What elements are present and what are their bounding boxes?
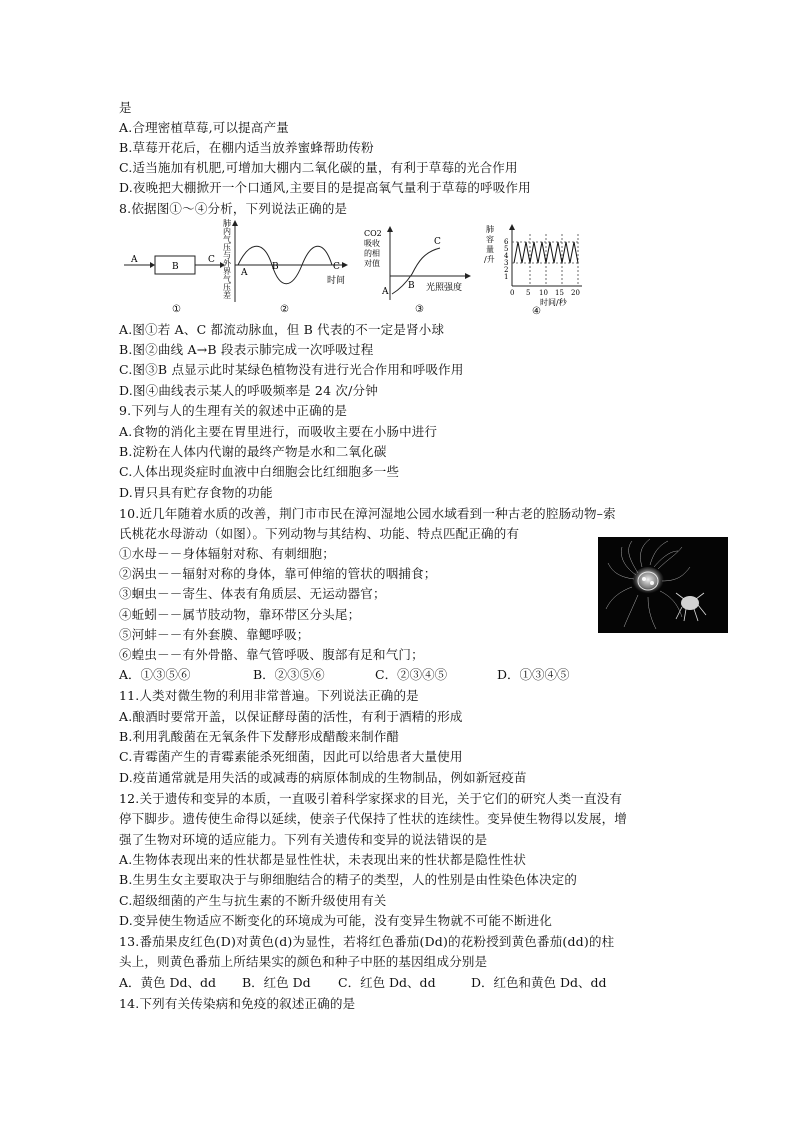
- q8-figure-4: [484, 224, 582, 317]
- jellyfish-photo: [598, 537, 728, 633]
- q11-option-c: C.青霉菌产生的青霉素能杀死细菌，因此可以给患者大量使用: [119, 749, 463, 764]
- fig4-ytick: 6: [504, 238, 509, 246]
- fig4-ylabel-char: 量: [486, 245, 494, 254]
- q12-option-a: A.生物体表现出来的性状都是显性性状，未表现出来的性状都是隐性性状: [119, 852, 527, 867]
- q10-choice-c: C．②③④⑤: [375, 667, 448, 682]
- q8-figures: [120, 218, 600, 320]
- fig4-xtick: 20: [571, 289, 580, 297]
- fig2-ylabel-char: 肺: [223, 219, 231, 228]
- q13-stem-line-1: 13.番茄果皮红色(D)对黄色(d)为显性，若将红色番茄(Dd)的花粉授到黄色番茄(dd)的柱: [119, 934, 615, 949]
- shrimp-figure: [676, 593, 706, 621]
- q10-item-5: ⑤河蚌－－有外套膜、靠鳃呼吸；: [119, 627, 310, 642]
- q8-figure-2: [223, 218, 348, 315]
- fig4-ylabel-char: 肺: [486, 225, 494, 234]
- fig2-label-a: A: [241, 268, 248, 278]
- fig2-label-c: C: [333, 262, 340, 272]
- fig3-ylabel-line: 吸收: [364, 239, 380, 248]
- q9-option-c: C.人体出现炎症时血液中白细胞会比红细胞多一些: [119, 464, 400, 479]
- fig3-ylabel-line: 的相: [364, 249, 380, 258]
- q7-stem-tail: 是: [119, 100, 132, 115]
- fig1-label-b: B: [172, 262, 179, 272]
- fig4-xtick: 0: [510, 289, 515, 297]
- fig4-ylabel-char: /升: [484, 255, 495, 264]
- fig1-label-a: A: [131, 255, 138, 265]
- fig1-caption: ①: [172, 304, 181, 315]
- fig4-ytick: 3: [504, 259, 509, 267]
- q13-choices: [119, 975, 639, 991]
- q12-stem-line-3: 强了生物对环境的适应能力。下列有关遗传和变异的说法错误的是: [119, 832, 488, 847]
- fig2-ylabel-char: 差: [223, 291, 231, 300]
- fig4-xtick: 15: [555, 289, 564, 297]
- q9-option-a: A.食物的消化主要在胃里进行，而吸收主要在小肠中进行: [119, 424, 438, 439]
- q12-stem-line-1: 12.关于遗传和变异的本质，一直吸引着科学家探求的目光，关于它们的研究人类一直没有: [119, 791, 623, 806]
- q10-stem-line-2: 氏桃花水母游动（如图）。下列动物与其结构、功能、特点匹配正确的有: [119, 526, 520, 541]
- q11-option-a: A.酿酒时要常开盖，以保证酵母菌的活性，有利于酒精的形成: [119, 709, 463, 724]
- q9-stem: 9.下列与人的生理有关的叙述中正确的是: [119, 403, 348, 418]
- q13-choice-a: A．黄色 Dd、dd: [119, 975, 217, 990]
- q13-choice-c: C．红色 Dd、dd: [338, 975, 436, 990]
- fig2-ylabel-char: 气: [223, 275, 231, 284]
- fig3-xlabel: 光照强度: [426, 283, 463, 293]
- q10-choice-b: B．②③⑤⑥: [253, 667, 325, 682]
- q11-option-b: B.利用乳酸菌在无氧条件下发酵形成醋酸来制作醋: [119, 729, 400, 744]
- q10-item-4: ④蚯蚓－－属节肢动物，靠环带区分头尾；: [119, 607, 361, 622]
- q7-option-c: C.适当施加有机肥,可增加大棚内二氧化碳的量，有利于草莓的光合作用: [119, 160, 518, 175]
- q10-item-6: ⑥蝗虫－－有外骨骼、靠气管呼吸、腹部有足和气门；: [119, 647, 424, 662]
- fig4-ytick: 1: [504, 273, 509, 281]
- q12-stem-line-2: 停下脚步。遗传使生命得以延续，使亲子代保持了性状的连续性。变异使生物得以发展，增: [119, 811, 628, 826]
- q10-choice-a: A．①③⑤⑥: [119, 667, 191, 682]
- q8-option-a: A.图①若 A、C 都流动脉血，但 B 代表的不一定是肾小球: [119, 322, 445, 337]
- fig2-ylabel-char: 压: [223, 283, 231, 292]
- fig2-ylabel-char: 内: [223, 227, 231, 236]
- fig4-caption: ④: [532, 306, 541, 317]
- fig4-ylabel-char: 容: [486, 235, 494, 244]
- q11-stem: 11.人类对微生物的利用非常普遍。下列说法正确的是: [119, 688, 419, 703]
- fig2-xlabel: 时间: [327, 276, 346, 286]
- fig2-label-b: B: [272, 262, 279, 272]
- q7-option-d: D.夜晚把大棚掀开一个口通风,主要目的是提高氧气量利于草莓的呼吸作用: [119, 180, 531, 195]
- q13-stem-line-2: 头上，则黄色番茄上所结果实的颜色和种子中胚的基因组成分别是: [119, 954, 488, 969]
- fig3-ylabel-line: CO2: [364, 229, 382, 238]
- fig1-label-c: C: [208, 255, 215, 265]
- fig4-xtick: 10: [539, 289, 548, 297]
- q10-choice-d: D．①③④⑤: [497, 667, 570, 682]
- q8-figure-3: [364, 226, 471, 315]
- fig2-ylabel-char: 外: [223, 259, 231, 268]
- q12-option-b: B.生男生女主要取决于与卵细胞结合的精子的类型，人的性别是由性染色体决定的: [119, 872, 578, 887]
- fig3-label-c: C: [434, 237, 441, 247]
- q9-option-d: D.胃只具有贮存食物的功能: [119, 485, 273, 500]
- fig4-ytick: 2: [504, 266, 509, 274]
- q8-option-c: C.图③B 点显示此时某绿色植物没有进行光合作用和呼吸作用: [119, 362, 464, 377]
- fig2-ylabel-char: 气: [223, 235, 231, 244]
- q10-item-2: ②涡虫－－辐射对称的身体，靠可伸缩的管状的咽捕食；: [119, 566, 437, 581]
- q8-option-b: B.图②曲线 A→B 段表示肺完成一次呼吸过程: [119, 342, 374, 357]
- q13-choice-b: B．红色 Dd: [242, 975, 311, 990]
- fig3-label-a: A: [382, 287, 389, 297]
- fig4-xtick: 5: [526, 289, 531, 297]
- q10-stem-line-1: 10.近几年随着水质的改善，荆门市市民在漳河湿地公园水域看到一种古老的腔肠动物–索: [119, 506, 616, 521]
- q12-option-d: D.变异使生物适应不断变化的环境成为可能，没有变异生物就不可能不断进化: [119, 913, 553, 928]
- q14-stem: 14.下列有关传染病和免疫的叙述正确的是: [119, 996, 356, 1011]
- q8-option-d: D.图④曲线表示某人的呼吸频率是 24 次/分钟: [119, 383, 378, 398]
- q9-option-b: B.淀粉在人体内代谢的最终产物是水和二氧化碳: [119, 444, 387, 459]
- fig2-ylabel-char: 界: [223, 267, 231, 276]
- q8-stem: 8.依据图①～④分析，下列说法正确的是: [119, 201, 348, 216]
- q12-option-c: C.超级细菌的产生与抗生素的不断升级使用有关: [119, 893, 387, 908]
- fig3-label-b: B: [408, 281, 415, 291]
- fig4-xlabel: 时间/秒: [540, 298, 567, 307]
- q7-option-b: B.草莓开花后，在棚内适当放养蜜蜂帮助传粉: [119, 140, 374, 155]
- q8-figure-1: [124, 255, 225, 315]
- q7-option-a: A.合理密植草莓,可以提高产量: [119, 120, 289, 135]
- q11-option-d: D.疫苗通常就是用失活的或减毒的病原体制成的生物制品，例如新冠疫苗: [119, 770, 527, 785]
- fig2-caption: ②: [280, 304, 289, 315]
- fig4-ytick: 4: [504, 252, 509, 260]
- fig4-ytick: 5: [504, 245, 509, 253]
- fig2-ylabel-char: 压: [223, 243, 231, 252]
- fig2-ylabel-char: 与: [223, 251, 231, 260]
- q13-choice-d: D．红色和黄色 Dd、dd: [471, 975, 607, 990]
- fig3-caption: ③: [415, 304, 424, 315]
- q10-item-1: ①水母－－身体辐射对称、有刺细胞；: [119, 546, 335, 561]
- q10-item-3: ③蛔虫－－寄生、体表有角质层、无运动器官；: [119, 586, 386, 601]
- fig3-ylabel-line: 对值: [364, 259, 380, 268]
- q10-choices: [119, 667, 599, 683]
